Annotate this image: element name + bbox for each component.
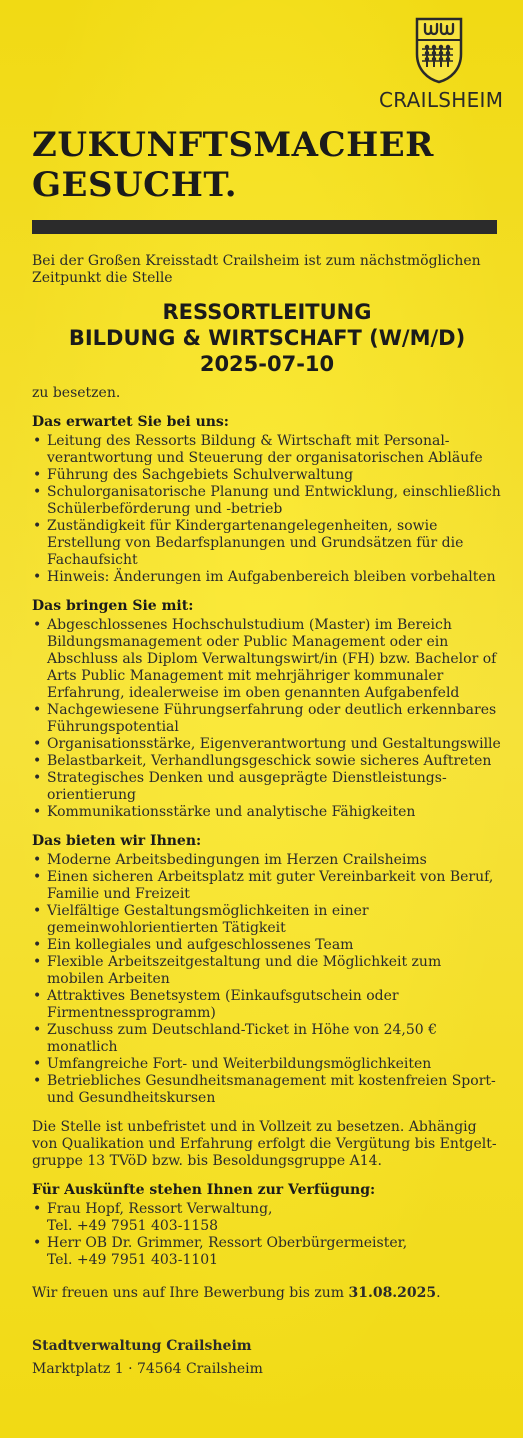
list-item: • Nachgewiesene Führungserfahrung oder deutlich erkennbares Führungspotential (32, 702, 502, 736)
contact-item (32, 1201, 502, 1235)
list-item: • Umfangreiche Fort- und Weiterbildungsmöglichkeiten (32, 1056, 502, 1073)
contact-name: • Frau Hopf, Ressort Verwaltung, (47, 1201, 273, 1217)
ad-body (32, 253, 502, 1378)
section-title: Das bringen Sie mit: (32, 598, 194, 614)
divider-bar (32, 220, 497, 234)
section-contacts (32, 1182, 502, 1269)
logo-wordmark: CRAILSHEIM (379, 88, 504, 112)
list-item: • Hinweis: Änderungen im Aufgabenbereich bleiben vorbehalten (32, 569, 502, 586)
list-item: • Ein kollegiales und aufgeschlossenes Team (32, 937, 502, 954)
bullet-list (32, 617, 502, 821)
list-item: • Betriebliches Gesundheitsmanagement mit kostenfreien Sport- und Gesundheitskursen (32, 1073, 502, 1107)
list-item: • Schulorganisatorische Planung und Entwicklung, einschließlich Schülerbeförderung und -betrieb (32, 484, 502, 518)
list-item: • Moderne Arbeitsbedingungen im Herzen Crailsheims (32, 852, 502, 869)
section-requirements (32, 598, 502, 821)
job-title (32, 299, 502, 377)
section-title: Das bieten wir Ihnen: (32, 833, 202, 849)
list-item: • Einen sicheren Arbeitsplatz mit guter Vereinbarkeit von Beruf, Familie und Freizeit (32, 869, 502, 903)
headline-line-2: GESUCHT. (32, 165, 238, 205)
application-deadline: 31.08.2025 (348, 1285, 437, 1301)
logo (379, 16, 504, 112)
closing-end: . (436, 1285, 441, 1301)
list-item: • Abgeschlossenes Hochschulstudium (Master) im Bereich Bildungsmanagement oder Public Management oder ein Abschluss als Diplom Verwaltungswirt/in (FH) bzw. Bachelor of Arts Public Management mit mehrjähriger kommunaler Erfahrung, idealerweise im oben genannten Aufgabenfeld (32, 617, 502, 702)
list-item: • Zuständigkeit für Kindergartenangelegenheiten, sowie Erstellung von Bedarfsplanungen und Grundsätzen für die Fachaufsicht (32, 518, 502, 569)
section-expectations (32, 414, 502, 586)
headline (32, 125, 492, 205)
contact-name: • Herr OB Dr. Grimmer, Ressort Oberbürgermeister, (47, 1235, 408, 1251)
crailsheim-coat-of-arms-icon (414, 16, 464, 84)
list-item: • Kommunikationsstärke und analytische Fähigkeiten (32, 804, 502, 821)
employer-name: Stadtverwaltung Crailsheim (32, 1338, 252, 1354)
intro-text: Bei der Großen Kreisstadt Crailsheim ist zum nächstmöglichen Zeitpunkt die Stelle (32, 253, 481, 286)
contact-phone[interactable]: Tel. +49 7951 403-1101 (47, 1252, 219, 1268)
list-item: • Attraktives Benetsystem (Einkaufsgutschein oder Firmentnessprogramm) (32, 988, 502, 1022)
bullet-list (32, 852, 502, 1107)
list-item: • Vielfältige Gestaltungsmöglichkeiten in einer gemeinwohlorientierten Tätigkeit (32, 903, 502, 937)
bullet-list (32, 433, 502, 586)
job-date: 2025-07-10 (199, 352, 335, 376)
list-item: • Flexible Arbeitszeitgestaltung und die Möglichkeit zum mobilen Arbeiten (32, 954, 502, 988)
list-item: • Leitung des Ressorts Bildung & Wirtschaft mit Personal- verantwortung und Steuerung der organisatorischen Abläufe (32, 433, 502, 467)
list-item: • Organisationsstärke, Eigenverantwortung und Gestaltungswille (32, 736, 502, 753)
to-fill-text: zu besetzen. (32, 385, 121, 401)
section-title: Für Auskünfte stehen Ihnen zur Verfügung: (32, 1182, 376, 1198)
terms-text: Die Stelle ist unbefristet und in Vollzeit zu besetzen. Abhängig von Qualikation und Erfahrung erfolgt die Vergütung bis Entgelt- gruppe 13 TVöD bzw. bis Besoldungsgruppe A14. (32, 1119, 497, 1169)
contact-item (32, 1235, 502, 1269)
list-item: • Führung des Sachgebiets Schulverwaltung (32, 467, 502, 484)
section-benefits (32, 833, 502, 1107)
list-item: • Belastbarkeit, Verhandlungsgeschick sowie sicheres Auftreten (32, 753, 502, 770)
contact-list (32, 1201, 502, 1269)
employer-address: Marktplatz 1 · 74564 Crailsheim (32, 1361, 263, 1377)
list-item: • Zuschuss zum Deutschland-Ticket in Höhe von 24,50 € monatlich (32, 1022, 502, 1056)
job-title-line-1: RESSORTLEITUNG (162, 300, 372, 324)
job-title-line-2: BILDUNG & WIRTSCHAFT (W/M/D) (68, 326, 466, 350)
contact-phone[interactable]: Tel. +49 7951 403-1158 (47, 1218, 219, 1234)
closing-text (32, 1285, 502, 1302)
section-title: Das erwartet Sie bei uns: (32, 414, 229, 430)
headline-line-1: ZUKUNFTSMACHER (32, 125, 434, 165)
list-item: • Strategisches Denken und ausgeprägte Dienstleistungs- orientierung (32, 770, 502, 804)
closing-lead: Wir freuen uns auf Ihre Bewerbung bis zum (32, 1285, 349, 1301)
